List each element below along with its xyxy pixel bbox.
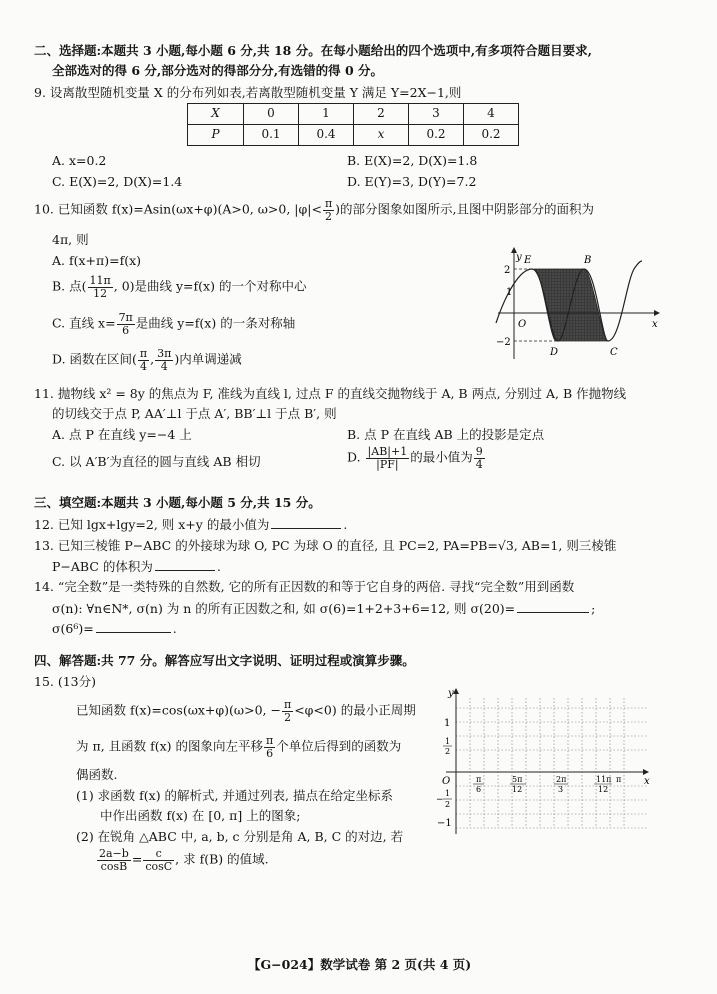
answer-blank[interactable] bbox=[96, 621, 171, 633]
x-axis-label: x bbox=[652, 319, 658, 330]
point-label-e: E bbox=[524, 255, 532, 266]
q12: 12. 已知 lgx+lgy=2, 则 x+y 的最小值为 . bbox=[34, 517, 348, 532]
q11-option-c: C. 以 A′B′为直径的圆与直线 AB 相切 bbox=[52, 454, 261, 469]
table-cell: x bbox=[354, 125, 409, 146]
shaded-region bbox=[534, 269, 608, 341]
q13-stem-cont: P−ABC 的体积为 . bbox=[52, 559, 221, 574]
q10-option-a: A. f(x+π)=f(x) bbox=[52, 253, 141, 268]
fraction: $\frac{\pi}{4}$ bbox=[139, 347, 148, 373]
x-tick-label: 12 bbox=[512, 785, 523, 794]
fraction: $\frac{7\pi}{6}$ bbox=[118, 311, 133, 337]
x-tick-label: 12 bbox=[598, 785, 609, 794]
y-tick-label: 1 bbox=[445, 737, 451, 746]
q9-stem: 9. 设离散型随机变量 X 的分布列如表,若离散型随机变量 Y 满足 Y=2X−1,则 bbox=[34, 85, 462, 100]
q10-sine-graph bbox=[492, 243, 667, 363]
q15-part2: (2) 在锐角 △ABC 中, a, b, c 分别是角 A, B, C 的对边, 若 bbox=[76, 829, 404, 844]
grid-lines bbox=[456, 698, 648, 828]
point-label-d: D bbox=[550, 347, 559, 358]
y-tick-sign: − bbox=[436, 795, 444, 805]
x-tick-label: π bbox=[616, 775, 622, 784]
q9-option-a: A. x=0.2 bbox=[52, 153, 107, 168]
x-tick-label: 2π bbox=[556, 775, 567, 784]
q9-option-c: C. E(X)=2, D(X)=1.4 bbox=[52, 174, 183, 189]
x-tick-label: 11π bbox=[596, 775, 612, 784]
answer-blank[interactable] bbox=[271, 517, 341, 529]
section2-heading-cont: 全部选对的得 6 分,部分选对的得部分分,有选错的得 0 分。 bbox=[52, 63, 384, 78]
table-cell: 0.4 bbox=[299, 125, 354, 146]
q15-part1: (1) 求函数 f(x) 的解析式, 并通过列表, 描点在给定坐标系 bbox=[76, 788, 393, 803]
q10-stem-cont: 4π, 则 bbox=[52, 232, 89, 247]
y-tick-label: 2 bbox=[445, 800, 451, 809]
q9-option-d: D. E(Y)=3, D(Y)=7.2 bbox=[347, 174, 477, 189]
fraction: $\frac{c}{\cos C}$ bbox=[145, 847, 173, 873]
q10-option-c: C. 直线 x= $\frac{7\pi}{6}$ 是曲线 y=f(x) 的一条对称轴 bbox=[52, 311, 296, 337]
y-tick-label: 2 bbox=[504, 265, 511, 276]
q9-option-b: B. E(X)=2, D(X)=1.8 bbox=[347, 153, 478, 168]
q15-line2: 为 π, 且函数 f(x) 的图象向左平移 $\frac{\pi}{6}$ 个单位后得到的函数为 bbox=[76, 734, 402, 760]
q15-coordinate-grid bbox=[432, 686, 652, 836]
origin-label: O bbox=[442, 776, 451, 787]
q11-option-a: A. 点 P 在直线 y=−4 上 bbox=[52, 427, 192, 442]
y-axis-label: y bbox=[448, 688, 454, 699]
q14-stem: 14. “完全数”是一类特殊的自然数, 它的所有正因数的和等于它自身的两倍. 寻找“完全数”用到函数 bbox=[34, 579, 575, 594]
x-tick-label: 5π bbox=[512, 775, 523, 784]
q14-stem-cont: σ(n): ∀n∈N*, σ(n) 为 n 的所有正因数之和, 如 σ(6)=1+2+3+6=12, 则 σ(20)= ; bbox=[52, 601, 596, 616]
q15-number: 15. (13分) bbox=[34, 674, 97, 689]
q15-part2-formula: $\frac{2a-b}{\cos B}$ = $\frac{c}{\cos C}$ , 求 f(B) 的值域. bbox=[99, 847, 269, 873]
table-cell: X bbox=[188, 104, 244, 125]
x-axis-label: x bbox=[644, 776, 650, 787]
x-tick-label: π bbox=[476, 775, 482, 784]
q15-part1-cont: 中作出函数 f(x) 在 [0, π] 上的图象; bbox=[100, 808, 301, 823]
q9-distribution-table bbox=[187, 103, 519, 146]
point-label-c: C bbox=[610, 347, 618, 358]
y-axis-label: y bbox=[516, 252, 522, 263]
q11-option-b: B. 点 P 在直线 AB 上的投影是定点 bbox=[347, 427, 545, 442]
y-tick-label: 1 bbox=[444, 718, 451, 729]
point-label-b: B bbox=[584, 255, 592, 266]
origin-label: O bbox=[518, 319, 527, 330]
table-row bbox=[188, 104, 519, 125]
fraction: $\frac{\pi}{2}$ bbox=[283, 698, 292, 724]
page-footer: 【G−024】数学试卷 第 2 页(共 4 页) bbox=[248, 957, 472, 972]
table-cell: 1 bbox=[299, 104, 354, 125]
fraction: $\frac{\pi}{6}$ bbox=[266, 734, 274, 760]
fraction: $\frac{3\pi}{4}$ bbox=[157, 347, 172, 373]
fraction: $\frac{|AB|+1}{|PF|}$ bbox=[367, 445, 408, 471]
q15-line3: 偶函数. bbox=[76, 767, 118, 782]
answer-blank[interactable] bbox=[155, 559, 215, 571]
fraction: $\frac{11\pi}{12}$ bbox=[89, 274, 111, 300]
table-cell: 0 bbox=[244, 104, 299, 125]
table-row bbox=[188, 125, 519, 146]
y-tick-label: 1 bbox=[445, 789, 451, 798]
section2-heading: 二、选择题:本题共 3 小题,每小题 6 分,共 18 分。在每小题给出的四个选项中,有多项符合题目要求, bbox=[34, 43, 592, 58]
fraction: $\frac{2a-b}{\cos B}$ bbox=[99, 847, 129, 873]
x-tick-label: 3 bbox=[558, 785, 564, 794]
q10-stem: 10. 已知函数 f(x)=Asin(ωx+φ)(A>0, ω>0, |φ|< $\frac{\pi}{2}$ )的部分图象如图所示,且图中阴影部分的面积为 bbox=[34, 197, 595, 223]
section3-heading: 三、填空题:本题共 3 小题,每小题 5 分,共 15 分。 bbox=[34, 495, 321, 510]
x-tick-label: 6 bbox=[476, 785, 482, 794]
answer-blank[interactable] bbox=[517, 601, 589, 613]
q15-line1: 已知函数 f(x)=cos(ωx+φ)(ω>0, − $\frac{\pi}{2}$ <φ<0) 的最小正周期 bbox=[76, 698, 416, 724]
section4-heading: 四、解答题:共 77 分。解答应写出文字说明、证明过程或演算步骤。 bbox=[34, 653, 415, 668]
fraction: $\frac{\pi}{2}$ bbox=[324, 197, 333, 223]
y-tick-label: −2 bbox=[496, 337, 511, 348]
q11-option-d: D. $\frac{|AB|+1}{|PF|}$ 的最小值为 $\frac{9}{4}$ bbox=[347, 445, 483, 471]
table-cell: 0.2 bbox=[409, 125, 464, 146]
q14-stem-end: σ(6⁶)= . bbox=[52, 621, 177, 636]
table-cell: 2 bbox=[354, 104, 409, 125]
q10-option-b: B. 点( $\frac{11\pi}{12}$ , 0)是曲线 y=f(x) 的一个对称中心 bbox=[52, 274, 307, 300]
table-cell: 0.1 bbox=[244, 125, 299, 146]
q10-option-d: D. 函数在区间( $\frac{\pi}{4}$ , $\frac{3\pi}{4}$ )内单调递减 bbox=[52, 347, 242, 373]
q11-stem: 11. 抛物线 x² = 8y 的焦点为 F, 准线为直线 l, 过点 F 的直线交抛物线于 A, B 两点, 分别过 A, B 作抛物线 bbox=[34, 386, 627, 401]
fraction: $\frac{9}{4}$ bbox=[475, 445, 483, 471]
table-cell: P bbox=[188, 125, 244, 146]
table-cell: 4 bbox=[464, 104, 519, 125]
q13-stem: 13. 已知三棱锥 P−ABC 的外接球为球 O, PC 为球 O 的直径, 且 PC=2, PA=PB=√3, AB=1, 则三棱锥 bbox=[34, 538, 617, 553]
y-tick-label: 2 bbox=[445, 747, 451, 756]
table-cell: 0.2 bbox=[464, 125, 519, 146]
table-cell: 3 bbox=[409, 104, 464, 125]
y-tick-label: −1 bbox=[437, 818, 452, 829]
q11-stem-cont: 的切线交于点 P, AA′⊥l 于点 A′, BB′⊥l 于点 B′, 则 bbox=[52, 406, 337, 421]
y-tick-label: 1 bbox=[506, 287, 513, 298]
